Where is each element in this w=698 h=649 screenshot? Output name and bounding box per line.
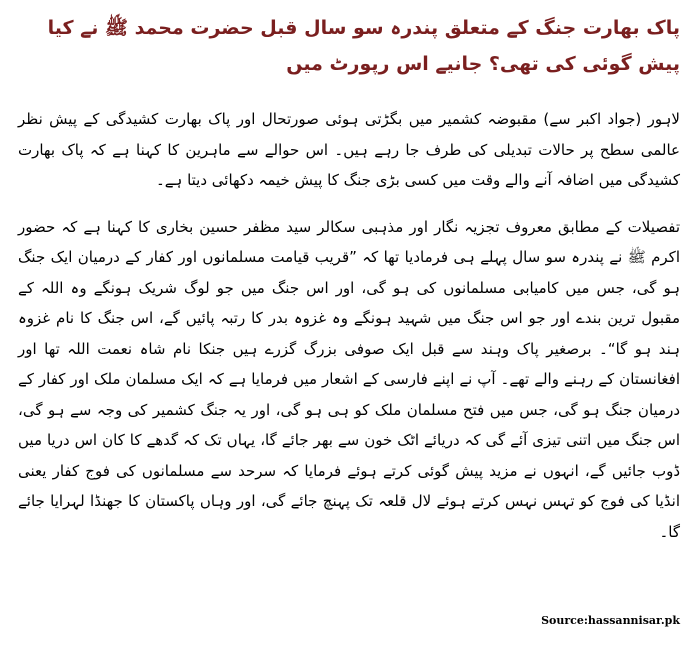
article-source: Source:hassannisar.pk: [541, 614, 680, 627]
article-paragraph-intro: لاہور (جواد اکبر سے) مقبوضہ کشمیر میں بگڑتی ہوئی صورتحال اور پاک بھارت کشیدگی کے پیش نظر عالمی سطح پر حالات تبدیلی کی طرف جا رہے ہیں۔ اس حوالے سے ماہرین کا کہنا ہے کہ پاک بھارت کشیدگی میں اضافہ آنے والے وقت میں کسی بڑی جنگ کا پیش خیمہ دکھائی دیتا ہے۔: [18, 110, 680, 189]
article-paragraph-details: تفصیلات کے مطابق معروف تجزیہ نگار اور مذہبی سکالر سید مظفر حسین بخاری کا کہنا ہے کہ حضور اکرم ﷺ نے پندرہ سو سال پہلے ہی فرمادیا تھا کہ ”قریب قیامت مسلمانوں اور کفار کے درمیان ایک جنگ ہو گی، جس میں کامیابی مسلمانوں کی ہو گی، اور اس جنگ میں جو لوگ شریک ہونگے وہ اللہ کے مقبول ترین بندے اور جو اس جنگ میں شہید ہونگے وہ غزوہ بدر کا رتبہ پائیں گے، اس جنگ کا نام غزوہ ہند ہو گا“۔ برصغیر پاک وہند سے قبل ایک صوفی بزرگ گزرے ہیں جنکا نام شاہ نعمت اللہ تھا اور افغانستان کے رہنے والے تھے۔ آپ نے اپنے فارسی کے اشعار میں فرمایا ہے کہ ایک مسلمان ملک اور کفار کے درمیان جنگ ہو گی، جس میں فتح مسلمان ملک کو ہی ہو گی، اور یہ جنگ کشمیر کی وجہ سے ہو گی، اس جنگ میں اتنی تیزی آئے گی کہ دریائے اٹک خون سے بھر جائے گا، یہاں تک کہ گدھے کا کان اس دریا میں ڈوب جائیں گے، انہوں نے مزید پیش گوئی کرتے ہوئے فرمایا کہ سرحد سے مسلمانوں کی فوج کفار یعنی انڈیا کی فوج کو تہس نہس کرتے ہوئے لال قلعہ تک پہنچ جائے گی، اور وہاں پاکستان کا جھنڈا لہرایا جائے گا۔: [18, 217, 680, 541]
article-headline: پاک بھارت جنگ کے متعلق پندرہ سو سال قبل حضرت محمد ﷺ نے کیا پیش گوئی کی تھی؟ جانیے اس رپورٹ میں: [47, 17, 680, 75]
